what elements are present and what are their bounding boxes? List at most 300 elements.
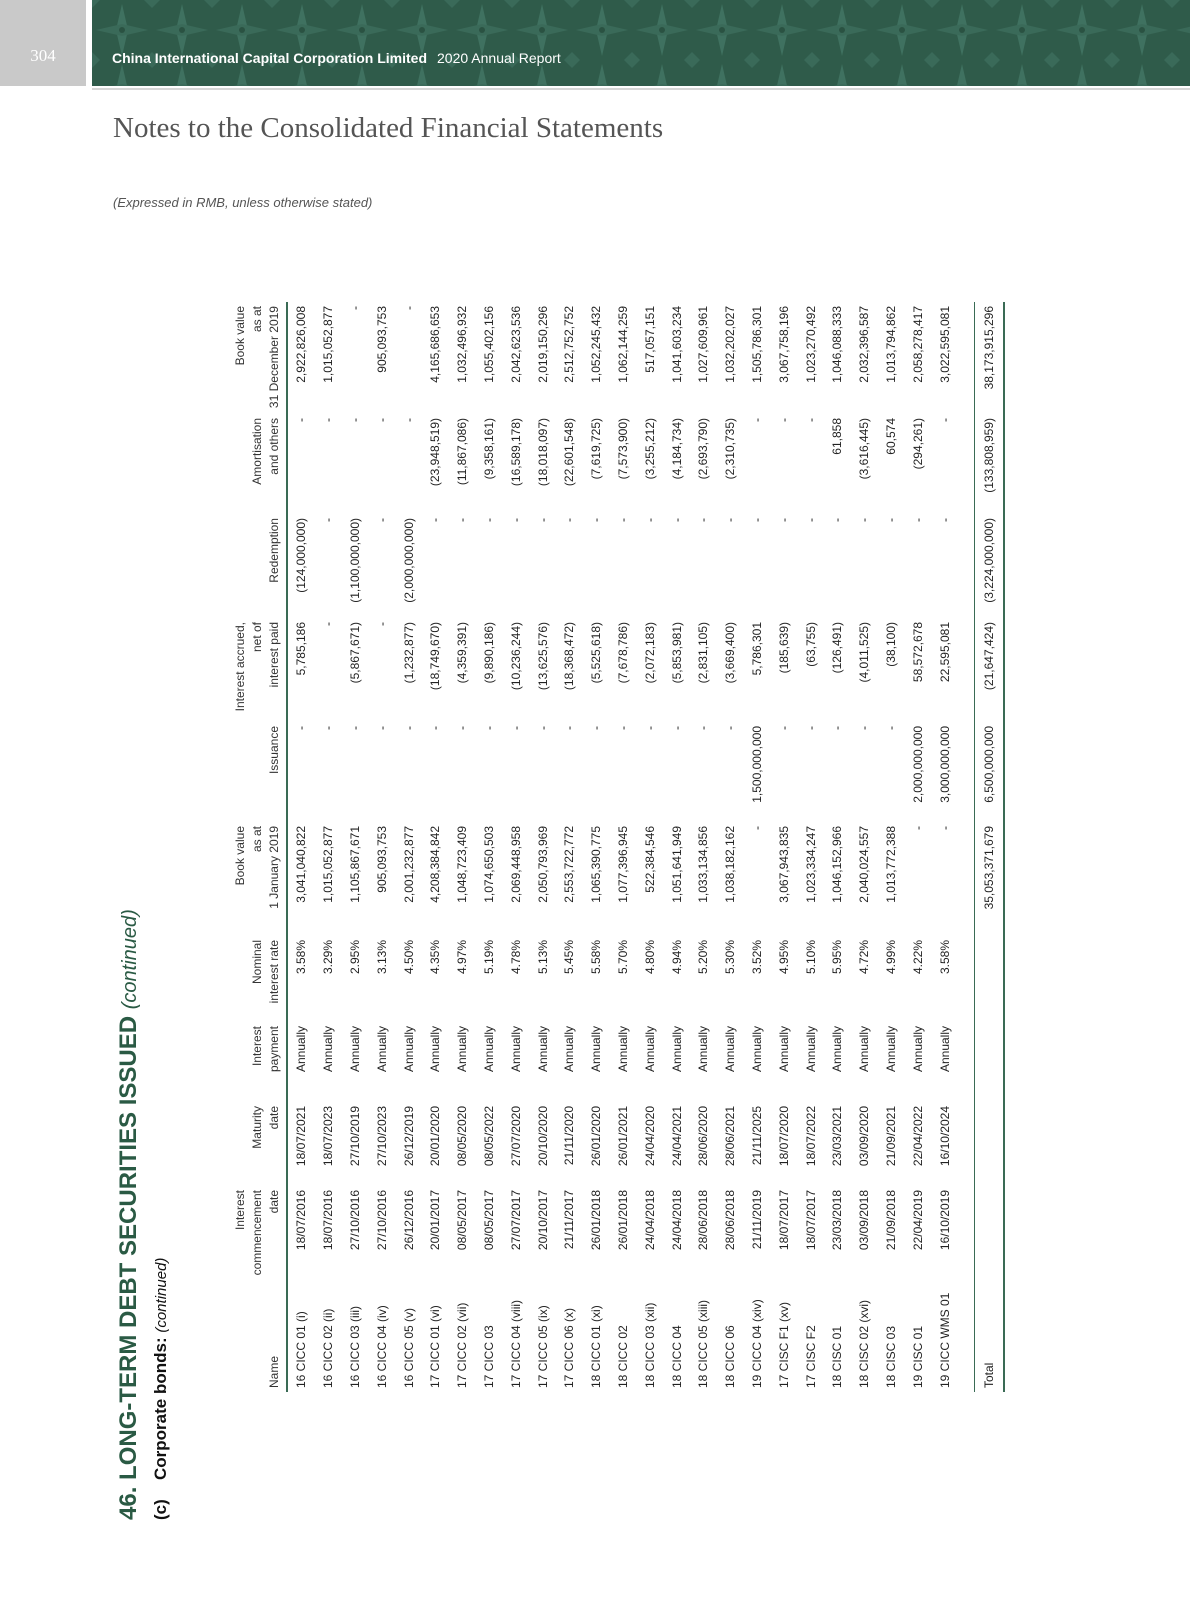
table-row [878, 302, 905, 1392]
total-cell: Total [974, 1282, 1004, 1392]
table-cell: 60,574 [883, 418, 898, 455]
section-heading-text: 46. LONG-TERM DEBT SECURITIES ISSUED [115, 1015, 142, 1520]
page-title: Notes to the Consolidated Financial Statements [113, 112, 664, 144]
table-cell: Annually [481, 1026, 496, 1073]
table-cell: 28/06/2020 [696, 1106, 711, 1167]
table-cell: 19 CICC 04 (xiv) [749, 1299, 764, 1388]
table-cell: 1,051,641,949 [669, 826, 684, 903]
table-cell: 17 CICC 01 (vi) [428, 1305, 443, 1388]
table-cell: 1,023,270,492 [803, 306, 818, 383]
table-cell: 517,057,151 [642, 306, 657, 373]
table-cell: - [910, 826, 925, 830]
banner-text [112, 50, 561, 66]
table-row [744, 302, 771, 1392]
table-cell: 2,042,623,536 [508, 306, 523, 383]
table-cell: 4.72% [857, 940, 872, 975]
table-cell: - [455, 726, 470, 730]
table-cell: 2,040,024,557 [857, 826, 872, 903]
table-cell: Annually [321, 1026, 336, 1073]
table-cell: (18,749,670) [428, 622, 443, 691]
section-heading-continued: (continued) [119, 909, 141, 1010]
table-cell: (63,755) [803, 622, 818, 667]
table-body [287, 302, 958, 1392]
table-cell: - [910, 518, 925, 522]
header-interest-payment: Interest payment [232, 1022, 287, 1102]
table-cell: (4,011,525) [857, 622, 872, 683]
table-cell: - [401, 726, 416, 730]
header-issuance: Issuance [232, 722, 287, 822]
table-cell: 5.13% [535, 940, 550, 975]
table-cell: (2,693,790) [696, 418, 711, 480]
table-cell: 1,046,152,966 [830, 826, 845, 903]
table-row [797, 302, 824, 1392]
table-cell: 1,048,723,409 [455, 826, 470, 903]
table-cell: 23/03/2018 [830, 1190, 845, 1251]
table-cell: 3,000,000,000 [937, 726, 952, 803]
table-row [610, 302, 637, 1392]
table-cell: 18/07/2022 [803, 1106, 818, 1167]
table-cell: - [830, 726, 845, 730]
table-cell: - [401, 306, 416, 310]
table-cell: Annually [508, 1026, 523, 1073]
table-cell: 20/10/2020 [535, 1106, 550, 1167]
table-cell: 1,015,052,877 [321, 306, 336, 383]
table-cell: - [776, 726, 791, 730]
table-cell: (2,831,105) [696, 622, 711, 684]
table-cell: - [347, 306, 362, 310]
table-cell: (18,018,097) [535, 418, 550, 487]
table-row [851, 302, 878, 1392]
header-book-value-closing: Book value as at 31 December 2019 [232, 302, 287, 414]
table-cell: 1,041,603,234 [669, 306, 684, 383]
table-cell: 18/07/2020 [776, 1106, 791, 1167]
table-cell: (3,255,212) [642, 418, 657, 480]
table-cell: - [508, 726, 523, 730]
table-cell: 58,572,678 [910, 622, 925, 683]
header-name: Name [232, 1282, 287, 1392]
table-cell: 1,052,245,432 [589, 306, 604, 383]
table-cell: 2.95% [347, 940, 362, 975]
table-cell: - [455, 518, 470, 522]
rotated-content [115, 270, 1080, 1520]
table-cell: 1,500,000,000 [749, 726, 764, 803]
table-cell: 2,000,000,000 [910, 726, 925, 803]
table-cell: (3,669,400) [723, 622, 738, 684]
table-cell: 08/05/2020 [455, 1106, 470, 1167]
table-cell: 20/01/2017 [428, 1190, 443, 1251]
company-name: China International Capital Corporation Limited [112, 50, 428, 66]
table-cell: 19 CICC WMS 01 [937, 1292, 952, 1388]
table-cell: - [321, 726, 336, 730]
table-cell: (5,853,981) [669, 622, 684, 684]
table-cell: - [374, 622, 389, 626]
table-cell: 18 CICC 06 [723, 1325, 738, 1388]
table-cell: - [347, 726, 362, 730]
table-cell: 27/10/2023 [374, 1106, 389, 1167]
table-cell: 21/11/2025 [749, 1106, 764, 1166]
table-cell: 2,001,232,877 [401, 826, 416, 903]
table-cell: - [723, 518, 738, 522]
table-cell: 17 CISC F1 (xv) [776, 1301, 791, 1388]
table-cell: 26/12/2019 [401, 1106, 416, 1167]
table-cell: - [615, 518, 630, 522]
table-cell: - [401, 418, 416, 422]
table-cell: Annually [615, 1026, 630, 1073]
subsection-continued: (continued) [153, 1257, 170, 1333]
table-cell: 522,384,546 [642, 826, 657, 893]
table-cell: 1,027,609,961 [696, 306, 711, 383]
table-cell: (11,867,086) [455, 418, 470, 486]
table-cell: 18 CICC 04 [669, 1325, 684, 1388]
total-cell: 6,500,000,000 [974, 722, 1004, 822]
table-cell: 18 CICC 05 (xiii) [696, 1299, 711, 1388]
table-cell: 4.22% [910, 940, 925, 975]
table-cell: 22/04/2019 [910, 1190, 925, 1251]
table-cell: 1,023,334,247 [803, 826, 818, 903]
table-cell: - [642, 726, 657, 730]
table-cell: 3,067,943,835 [776, 826, 791, 903]
table-cell: 18 CISC 01 [830, 1325, 845, 1388]
table-cell: - [857, 726, 872, 730]
table-cell: - [428, 518, 443, 522]
table-cell: 3.58% [294, 940, 309, 975]
table-row [663, 302, 690, 1392]
table-cell: 4,208,384,842 [428, 826, 443, 903]
table-row [904, 302, 931, 1392]
table-cell: 22,595,081 [937, 622, 952, 683]
subsection-label: (c) [151, 1499, 170, 1520]
table-cell: 5.70% [615, 940, 630, 975]
table-row [315, 302, 342, 1392]
table-cell: - [428, 726, 443, 730]
table-cell: 4.78% [508, 940, 523, 975]
table-cell: 1,505,786,301 [749, 306, 764, 383]
table-cell: 1,105,867,671 [347, 826, 362, 903]
table-cell: (124,000,000) [294, 518, 309, 593]
table-cell: 3.29% [321, 940, 336, 975]
table-cell: (1,100,000,000) [347, 518, 362, 603]
table-cell: 08/05/2022 [481, 1106, 496, 1167]
total-cell [974, 1022, 1004, 1102]
table-cell: 1,074,650,503 [481, 826, 496, 903]
total-cell: (21,647,424) [974, 618, 1004, 722]
table-cell: 03/09/2020 [857, 1106, 872, 1167]
table-cell: 905,093,753 [374, 826, 389, 893]
total-cell [974, 936, 1004, 1022]
table-cell: - [749, 418, 764, 422]
table-cell: 17 CICC 04 (viii) [508, 1299, 523, 1388]
table-cell: 24/04/2020 [642, 1106, 657, 1167]
table-cell: 2,069,448,958 [508, 826, 523, 903]
table-cell: 18/07/2017 [803, 1190, 818, 1251]
total-cell [974, 1186, 1004, 1282]
table-cell: 18/07/2021 [294, 1106, 309, 1167]
total-cell: 35,053,371,679 [974, 822, 1004, 936]
table-cell: 3.58% [937, 940, 952, 975]
table-cell: 03/09/2018 [857, 1190, 872, 1251]
table-cell: 28/06/2018 [723, 1190, 738, 1251]
table-cell: - [615, 726, 630, 730]
table-cell: 27/07/2020 [508, 1106, 523, 1167]
table-cell: - [803, 518, 818, 522]
table-cell: 28/06/2018 [696, 1190, 711, 1251]
table-cell: Annually [696, 1026, 711, 1073]
header-amortisation: Amortisation and others [232, 414, 287, 514]
table-cell: 1,013,794,862 [883, 306, 898, 383]
table-cell: 4.35% [428, 940, 443, 975]
table-cell: Annually [910, 1026, 925, 1073]
table-row [395, 302, 422, 1392]
table-cell: 26/01/2020 [589, 1106, 604, 1167]
table-cell: 905,093,753 [374, 306, 389, 373]
subsection-title: Corporate bonds: [151, 1337, 170, 1480]
table-cell: Annually [374, 1026, 389, 1073]
table-cell: 2,058,278,417 [910, 306, 925, 383]
table-cell: (2,000,000,000) [401, 518, 416, 603]
table-row [368, 302, 395, 1392]
corporate-bonds-table [232, 302, 1005, 1392]
table-cell: (5,525,618) [589, 622, 604, 684]
table-cell: 24/04/2021 [669, 1106, 684, 1167]
table-cell: Annually [401, 1026, 416, 1073]
table-cell: - [857, 518, 872, 522]
table-cell: - [937, 518, 952, 522]
table-cell: 21/11/2019 [749, 1190, 764, 1250]
table-row [449, 302, 476, 1392]
table-cell: 18 CICC 02 [615, 1325, 630, 1388]
table-cell: Annually [455, 1026, 470, 1073]
table-cell: 18 CICC 01 (xi) [589, 1305, 604, 1388]
table-cell: Annually [535, 1026, 550, 1073]
table-cell: 1,013,772,388 [883, 826, 898, 903]
table-cell: 28/06/2021 [723, 1106, 738, 1167]
table-cell: 4,165,686,653 [428, 306, 443, 383]
table-cell: Annually [803, 1026, 818, 1073]
table-cell: 08/05/2017 [455, 1190, 470, 1251]
table-cell: (7,573,900) [615, 418, 630, 480]
table-cell: - [321, 518, 336, 522]
table-cell: 27/07/2017 [508, 1190, 523, 1251]
table-cell: 16 CICC 05 (v) [401, 1307, 416, 1388]
table-cell: 1,046,088,333 [830, 306, 845, 383]
table-cell: 26/01/2018 [589, 1190, 604, 1251]
header-interest-accrued: Interest accrued, net of interest paid [232, 618, 287, 722]
table-row [717, 302, 744, 1392]
table-cell: Annually [830, 1026, 845, 1073]
table-cell: 1,032,202,027 [723, 306, 738, 383]
table-cell: 2,922,826,008 [294, 306, 309, 383]
table-row [770, 302, 797, 1392]
table-cell: - [696, 518, 711, 522]
table-cell: 2,512,752,752 [562, 306, 577, 383]
header-maturity-date: Maturity date [232, 1102, 287, 1186]
table-cell: - [374, 418, 389, 422]
table-cell: Annually [883, 1026, 898, 1073]
table-cell: 21/09/2021 [883, 1106, 898, 1167]
table-cell: - [749, 826, 764, 830]
table-cell: (9,890,186) [481, 622, 496, 684]
table-cell: 26/01/2018 [615, 1190, 630, 1251]
table-cell: 08/05/2017 [481, 1190, 496, 1251]
table-row [556, 302, 583, 1392]
table-cell: 3.13% [374, 940, 389, 975]
table-cell: (294,261) [910, 418, 925, 470]
table-row [422, 302, 449, 1392]
table-cell: - [321, 622, 336, 626]
report-name: 2020 Annual Report [437, 50, 561, 66]
table-cell: - [508, 518, 523, 522]
table-cell: 16 CICC 02 (ii) [321, 1308, 336, 1388]
table-cell: 16 CICC 04 (iv) [374, 1305, 389, 1388]
table-cell: 22/04/2022 [910, 1106, 925, 1167]
table-cell: - [749, 518, 764, 522]
total-cell [974, 1102, 1004, 1186]
table-cell: - [481, 518, 496, 522]
table-cell: 4.80% [642, 940, 657, 975]
table-cell: - [883, 726, 898, 730]
table-cell: 16/10/2019 [937, 1190, 952, 1251]
table-cell: - [937, 826, 952, 830]
page-number-box [0, 0, 86, 86]
table-cell: - [374, 518, 389, 522]
table-cell: 18/07/2016 [321, 1190, 336, 1251]
table-cell: 18 CICC 03 (xii) [642, 1302, 657, 1388]
table-cell: - [883, 518, 898, 522]
table-cell: - [642, 518, 657, 522]
table-cell: 1,015,052,877 [321, 826, 336, 903]
table-cell: 5.95% [830, 940, 845, 975]
table-cell: 19 CISC 01 [910, 1325, 925, 1388]
table-cell: (126,491) [830, 622, 845, 674]
header-redemption: Redemption [232, 514, 287, 618]
table-cell: 4.95% [776, 940, 791, 975]
table-row [824, 302, 851, 1392]
table-cell: (4,184,734) [669, 418, 684, 480]
table-cell: 4.97% [455, 940, 470, 975]
header-commencement-date: Interest commencement date [232, 1186, 287, 1282]
table-cell: 1,038,182,162 [723, 826, 738, 903]
table-cell: (7,678,786) [615, 622, 630, 684]
table-cell: 17 CICC 05 (ix) [535, 1305, 550, 1388]
table-cell: - [535, 518, 550, 522]
table-cell: 26/12/2016 [401, 1190, 416, 1251]
table-cell: - [294, 418, 309, 422]
table-cell: 3.52% [749, 940, 764, 975]
table-cell: - [669, 518, 684, 522]
table-cell: (9,358,161) [481, 418, 496, 480]
table-cell: 18 CISC 02 (xvi) [857, 1299, 872, 1388]
table-cell: 16 CICC 03 (iii) [347, 1305, 362, 1388]
table-cell: (16,589,178) [508, 418, 523, 487]
table-cell: (1,232,877) [401, 622, 416, 684]
table-cell: 5.30% [723, 940, 738, 975]
table-cell: - [347, 418, 362, 422]
table-total-row [974, 302, 1004, 1392]
table-spacer-row [958, 302, 975, 1392]
table-cell: 61,858 [830, 418, 845, 455]
table-cell: 17 CISC F2 [803, 1325, 818, 1388]
table-cell: - [294, 726, 309, 730]
table-cell: (22,601,548) [562, 418, 577, 487]
table-row [502, 302, 529, 1392]
total-cell: 38,173,915,296 [974, 302, 1004, 414]
table-cell: 3,041,040,822 [294, 826, 309, 903]
currency-note: (Expressed in RMB, unless otherwise stated) [113, 195, 373, 210]
table-cell: - [562, 518, 577, 522]
table-cell: (23,948,519) [428, 418, 443, 487]
table-cell: 18/07/2023 [321, 1106, 336, 1167]
table-cell: Annually [562, 1026, 577, 1073]
table-cell: 5,785,186 [294, 622, 309, 676]
table-cell: (4,359,391) [455, 622, 470, 684]
table-cell: - [723, 726, 738, 730]
table-cell: 16 CICC 01 (i) [294, 1311, 309, 1388]
table-row [476, 302, 503, 1392]
table-row [287, 302, 315, 1392]
table-cell: 5.20% [696, 940, 711, 975]
table-cell: (2,072,183) [642, 622, 657, 684]
table-cell: - [776, 418, 791, 422]
table-cell: 2,019,150,296 [535, 306, 550, 383]
section-heading [115, 909, 143, 1520]
table-cell: 5.58% [589, 940, 604, 975]
table-cell: - [481, 726, 496, 730]
table-cell: 27/10/2019 [347, 1106, 362, 1167]
table-cell: 1,062,144,259 [615, 306, 630, 383]
table-cell: 24/04/2018 [642, 1190, 657, 1251]
header-divider [92, 88, 1190, 90]
table-cell: (13,625,576) [535, 622, 550, 691]
subsection-heading [151, 1258, 171, 1520]
table-cell: Annually [937, 1026, 952, 1073]
table-cell: - [803, 418, 818, 422]
table-cell: - [696, 726, 711, 730]
table-cell: 3,022,595,081 [937, 306, 952, 383]
total-cell: (133,808,959) [974, 414, 1004, 514]
table-cell: (185,639) [776, 622, 791, 674]
table-cell: Annually [589, 1026, 604, 1073]
total-cell: (3,224,000,000) [974, 514, 1004, 618]
table-cell: (38,100) [883, 622, 898, 667]
table-row [342, 302, 369, 1392]
table-row [636, 302, 663, 1392]
table-cell: 5.45% [562, 940, 577, 975]
table-cell: 20/10/2017 [535, 1190, 550, 1251]
table-cell: 1,065,390,775 [589, 826, 604, 903]
table-cell: 2,032,396,587 [857, 306, 872, 383]
table-cell: Annually [857, 1026, 872, 1073]
table-cell: 16/10/2024 [937, 1106, 952, 1167]
table-cell: - [321, 418, 336, 422]
table-cell: 1,033,134,856 [696, 826, 711, 903]
table-cell: 17 CICC 03 [481, 1325, 496, 1388]
table-row [529, 302, 556, 1392]
table-cell: (5,867,671) [347, 622, 362, 684]
table-cell: 18/07/2017 [776, 1190, 791, 1251]
table-cell: (2,310,735) [723, 418, 738, 480]
table-cell: - [589, 726, 604, 730]
table-cell: 5,786,301 [749, 622, 764, 676]
table-cell: Annually [642, 1026, 657, 1073]
table-cell: - [830, 518, 845, 522]
table-cell: 26/01/2021 [615, 1106, 630, 1167]
table-cell: 2,050,793,969 [535, 826, 550, 903]
table-cell: - [776, 518, 791, 522]
header-banner [92, 0, 1190, 86]
table-cell: - [669, 726, 684, 730]
table-header-row [232, 302, 287, 1392]
table-cell: Annually [749, 1026, 764, 1073]
